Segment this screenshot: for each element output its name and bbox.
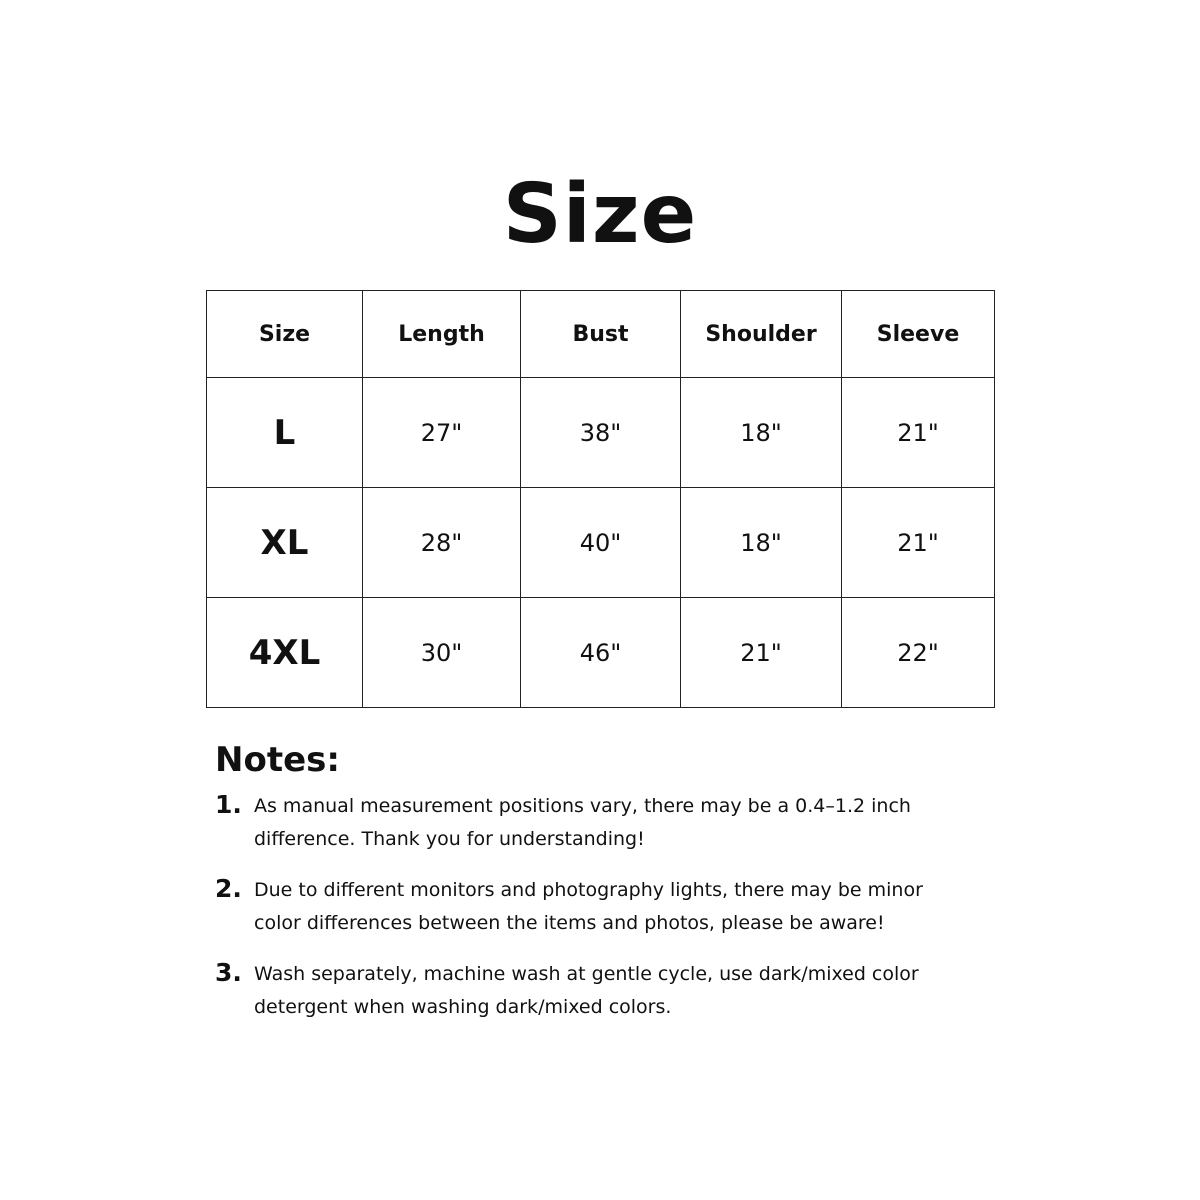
bust-cell: 46" [521, 598, 681, 708]
note-text: As manual measurement positions vary, there may be a 0.4–1.2 inch difference. Thank you for understanding! [254, 795, 911, 850]
table-row [207, 378, 995, 488]
length-cell: 28" [363, 488, 521, 598]
header-sleeve: Sleeve [842, 291, 995, 378]
shoulder-cell: 18" [681, 488, 842, 598]
note-number: 1. [215, 790, 242, 819]
bust-cell: 40" [521, 488, 681, 598]
notes-list [215, 790, 975, 1042]
length-cell: 30" [363, 598, 521, 708]
table-header-row [207, 291, 995, 378]
size-cell: 4XL [207, 598, 363, 708]
header-length: Length [363, 291, 521, 378]
shoulder-cell: 21" [681, 598, 842, 708]
length-cell: 27" [363, 378, 521, 488]
page-title: Size [502, 167, 698, 262]
table-row [207, 488, 995, 598]
bust-cell: 38" [521, 378, 681, 488]
note-item [215, 958, 975, 1024]
note-number: 2. [215, 874, 242, 903]
sleeve-cell: 21" [842, 488, 995, 598]
table-row [207, 598, 995, 708]
note-item [215, 874, 975, 940]
size-chart-table [206, 290, 995, 708]
size-cell: XL [207, 488, 363, 598]
note-text: Wash separately, machine wash at gentle cycle, use dark/mixed color detergent when washing dark/mixed colors. [254, 963, 919, 1018]
note-text: Due to different monitors and photography lights, there may be minor color differences between the items and photos, please be aware! [254, 879, 923, 934]
note-number: 3. [215, 958, 242, 987]
size-cell: L [207, 378, 363, 488]
shoulder-cell: 18" [681, 378, 842, 488]
sleeve-cell: 21" [842, 378, 995, 488]
header-bust: Bust [521, 291, 681, 378]
note-item [215, 790, 975, 856]
notes-heading: Notes: [215, 740, 340, 780]
header-shoulder: Shoulder [681, 291, 842, 378]
header-size: Size [207, 291, 363, 378]
sleeve-cell: 22" [842, 598, 995, 708]
